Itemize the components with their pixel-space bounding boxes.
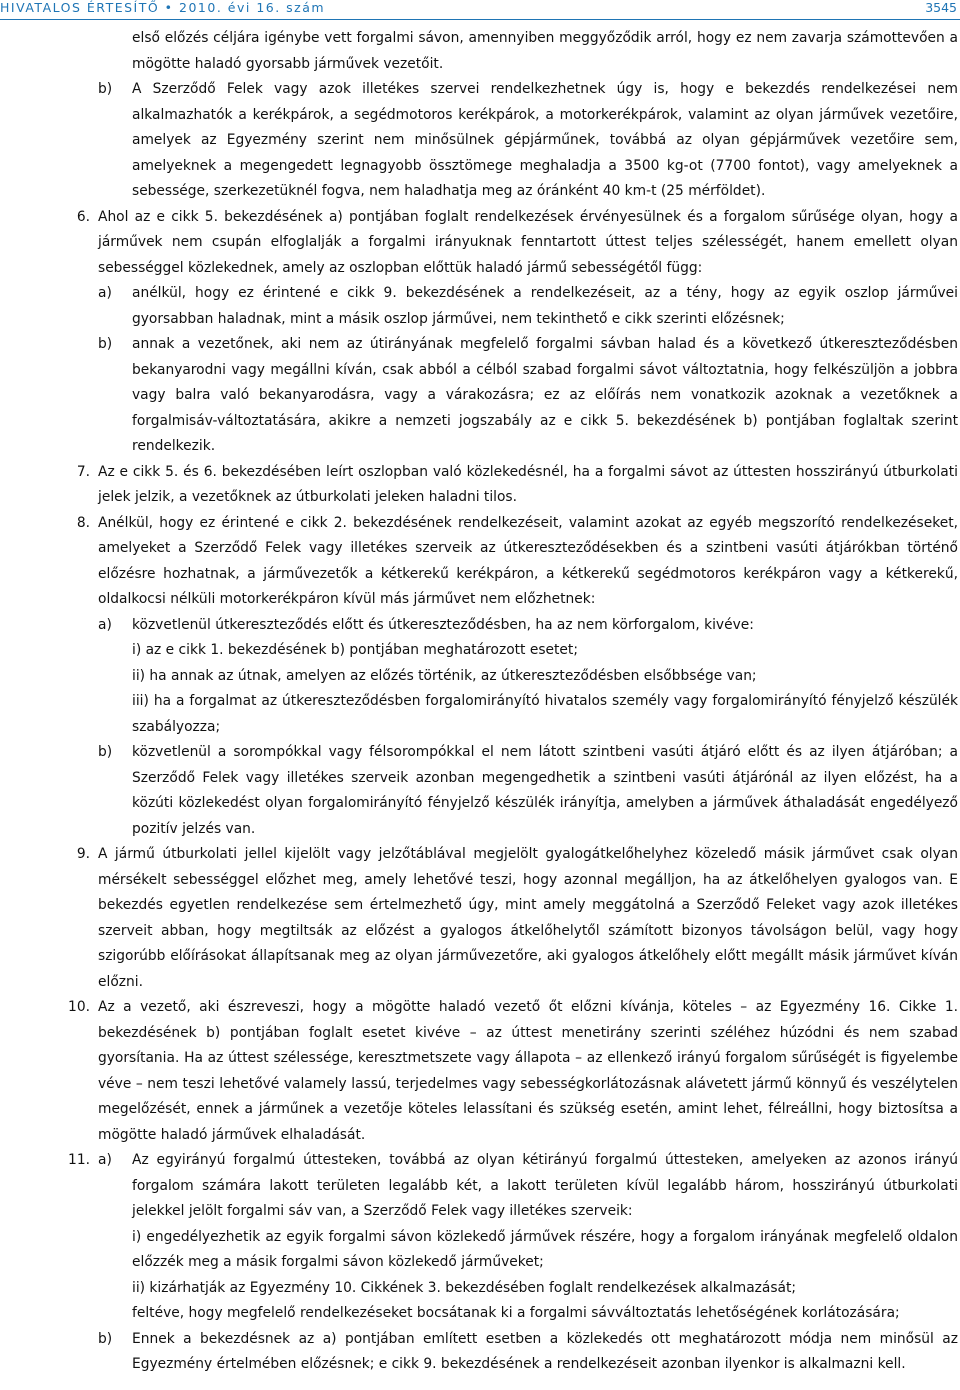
list-marker: a) (98, 616, 112, 633)
list-item (98, 281, 958, 332)
list-item (98, 77, 958, 205)
numbered-paragraph (76, 842, 958, 995)
paragraph-text: Anélkül, hogy ez érintené e cikk 2. bekezdésének rendelkezéseit, valamint azokat az egyéb megszorító rendelkezéseket, amelyeket a Szerződő Felek vagy illetékes szerveik az útkereszteződésekben és a szintbeni vasúti átjárókban történő előzésre hozhatnak, a járművezetők a kétkerekű kerékpáron, a kétkerekű segédmotoros kerékpáron vagy a kétkerekű, oldalkocsi nélküli motorkerékpáron kívül más járművet nem előzhetnek: (98, 514, 958, 607)
header-divider (0, 19, 960, 20)
document-body (0, 24, 960, 1390)
roman-item-text: ii) ha annak az útnak, amelyen az előzés történik, az útkereszteződésben elsőbbsége van; (132, 667, 757, 684)
list-marker: a) (98, 1152, 112, 1168)
journal-title: HIVATALOS ÉRTESÍTŐ • 2010. évi 16. szám (0, 0, 326, 15)
roman-item-text: i) az e cikk 1. bekezdésének b) pontjában meghatározott esetet; (132, 642, 578, 658)
paragraph-number: 9. (76, 846, 90, 862)
list-item (98, 740, 958, 842)
list-item-text: Az egyirányú forgalmú úttesteken, továbbá az olyan kétirányú forgalmú úttesteken, amelyeken az azonos irányú forgalom számára lakott területen legalább két, a lakott területen kívül legalább három, hosszirányú útburkolati jelekkel jelölt forgalmi sáv van, a Szerződő Felek vagy illetékes szerveik: (132, 1152, 958, 1219)
paragraph-continuation: első előzés céljára igénybe vett forgalmi sávon, amennyiben meggyőződik arról, hogy ez nem zavarja számottevően a mögötte haladó gyorsabb járművek vezetőit. (132, 30, 958, 72)
numbered-paragraph (76, 511, 958, 613)
numbered-paragraph (76, 460, 958, 511)
list-item-text: anélkül, hogy ez érintené e cikk 9. bekezdésének a rendelkezéseit, az a tény, hogy az egyik oszlop járművei gyorsabban haladnak, mint a másik oszlop járművei, nem tekinthető e cikk szerinti előzésnek; (132, 285, 958, 327)
list-item-text: annak a vezetőnek, aki nem az útirányának megfelelő forgalmi sávban halad és a következő útkereszteződésben bekanyarodni vagy megállni kíván, csak abból a célból szabad forgalmi sávot változtatnia, hogy felkészüljön a jobbra vagy balra való bekanyarodásra, vagy a várakozásra; ez az előírás nem vonatkozik azoknak a vezetőknek a forgalmisáv-változtatására, akikre a nemzeti jogszabály az e cikk 5. bekezdésének b) pontjában foglaltak szerint rendelkezik. (132, 336, 958, 454)
paragraph-number: 7. (76, 463, 90, 480)
list-item (98, 1327, 958, 1378)
paragraph-text: Az a vezető, aki észreveszi, hogy a mögötte haladó vezető őt előzni kívánja, köteles – az Egyezmény 16. Cikke 1. bekezdésének b) pontjában foglalt esetet kivéve – az úttest menetirány szerinti széléhez húzódni és nem szabad gyorsítania. Ha az úttest szélessége, keresztmetszete vagy állapota – az ellenkező irányú forgalom sűrűségét is figyelembe véve – nem teszi lehetővé valamely lassú, terjedelmes vagy sebességkorlátozásnak alávetett jármű könnyű és veszélytelen megelőzését, ennek a járműnek a vezetője köteles lelassítani és szükség esetén, amint lehet, félreállni, hogy biztosítsa a mögötte haladó járművek elhaladását. (98, 999, 958, 1143)
numbered-paragraph-with-sublist (68, 1148, 958, 1225)
list-item (98, 613, 958, 639)
list-marker: b) (98, 744, 113, 760)
list-item-text: A Szerződő Felek vagy azok illetékes szervei rendelkezhetnek úgy is, hogy e bekezdés rendelkezései nem alkalmazhatók a kerékpárok, a segédmotoros kerékpárok, a motorkerékpárok, valamint az olyan járművek vezetőire, amelyek az Egyezmény szerint nem minősülnek gépjárműnek, továbbá az olyan gépjárművek vezetőire sem, amelyeknek a megengedett legnagyobb össztömege meghaladja a 3500 kg-ot (7700 fontot), vagy amelyeknek a sebessége, szerkezetüknél fogva, nem haladhatja meg az óránként 40 km-t (25 mérföldet). (132, 81, 958, 199)
list-item-text: Ennek a bekezdésnek az a) pontjában említett esetben a közlekedés ott meghatározott módja nem minősül az Egyezmény értelmében előzésnek; e cikk 9. bekezdésének a rendelkezéseit azonban ilyenkor is alkalmazni kell. (132, 1330, 958, 1372)
paragraph-number: 11. (68, 1152, 90, 1168)
list-marker: b) (98, 81, 113, 97)
roman-item (132, 689, 958, 740)
roman-item (132, 664, 958, 690)
page-number: 3545 (925, 0, 957, 15)
paragraph-number: 8. (76, 514, 90, 531)
list-marker: b) (98, 336, 113, 352)
list-item-text: közvetlenül a sorompókkal vagy félsorompókkal el nem látott szintbeni vasúti átjáró előtt és az ilyen átjáróban; a Szerződő Felek vagy illetékes szerveik azonban megengedhetik a szintbeni vasúti átjárónál az ilyen előzést, ha a közúti közlekedést olyan forgalomirányító fényjelző készülék irányítja, amelyben a járművek áthaladását engedélyező pozitív jelzés van. (132, 744, 958, 837)
numbered-paragraph (76, 205, 958, 282)
paragraph-text: Ahol az e cikk 5. bekezdésének a) pontjában foglalt rendelkezések érvényesülnek és a forgalom sűrűsége olyan, hogy a járművek nem csupán elfoglalják a forgalmi irányuknak fenntartott úttest teljes szélességét, hanem emellett olyan sebességgel közlekednek, amely az oszlopban előttük haladó jármű sebességétől függ: (98, 208, 958, 276)
list-marker: a) (98, 285, 112, 301)
page-header (0, 0, 960, 22)
roman-item (132, 1276, 958, 1302)
paragraph-text: A jármű útburkolati jellel kijelölt vagy jelzőtáblával megjelölt gyalogátkelőhelyhez közeledő másik járművet csak olyan mérsékelt sebességgel előzhet meg, amely lehetővé teszi, hogy azonnal megálljon, ha az átkelőhelyen gyalogos van. E bekezdés egyetlen rendelkezése sem értelmezhető úgy, mint amely meggátolná a Szerződő Feleket vagy azok illetékes szerveit abban, hogy megtiltsák az előzést a gyalogos átkelőhelytől számított bizonyos távolságon belül, vagy hogy szigorúbb előírásokat állapítsanak meg az olyan járművezetőre, aki gyalogos átkelőhely előtt megállt másik járművet kíván előzni. (98, 846, 958, 990)
roman-item-text: i) engedélyezhetik az egyik forgalmi sávon közlekedő járművek részére, hogy a forgalom irányának megfelelő oldalon előzzék meg a másik forgalmi sávon közlekedő járműveket; (132, 1228, 958, 1270)
roman-item (132, 638, 958, 664)
list-item-text: közvetlenül útkereszteződés előtt és útkereszteződésben, ha az nem körforgalom, kivéve: (132, 616, 754, 633)
roman-item-text: ii) kizárhatják az Egyezmény 10. Cikkének 3. bekezdésében foglalt rendelkezések alkalmazását; (132, 1279, 797, 1296)
list-item (98, 332, 958, 460)
numbered-paragraph (68, 995, 958, 1148)
roman-item-text: iii) ha a forgalmat az útkereszteződésben forgalomirányító hivatalos személy vagy forgalomirányító fényjelző készülék szabályozza; (132, 693, 958, 735)
list-marker: b) (98, 1330, 113, 1347)
paragraph-number: 6. (76, 208, 90, 225)
paragraph-number: 10. (68, 999, 90, 1015)
proviso-text: feltéve, hogy megfelelő rendelkezéseket bocsátanak ki a forgalmi sávváltoztatás lehetőségének korlátozására; (132, 1305, 900, 1321)
roman-item (132, 1225, 958, 1276)
paragraph-text: Az e cikk 5. és 6. bekezdésében leírt oszlopban való közlekedésnél, ha a forgalmi sávot az úttesten hosszirányú útburkolati jelek jelzik, a vezetőknek az útburkolati jeleken haladni tilos. (98, 463, 958, 505)
